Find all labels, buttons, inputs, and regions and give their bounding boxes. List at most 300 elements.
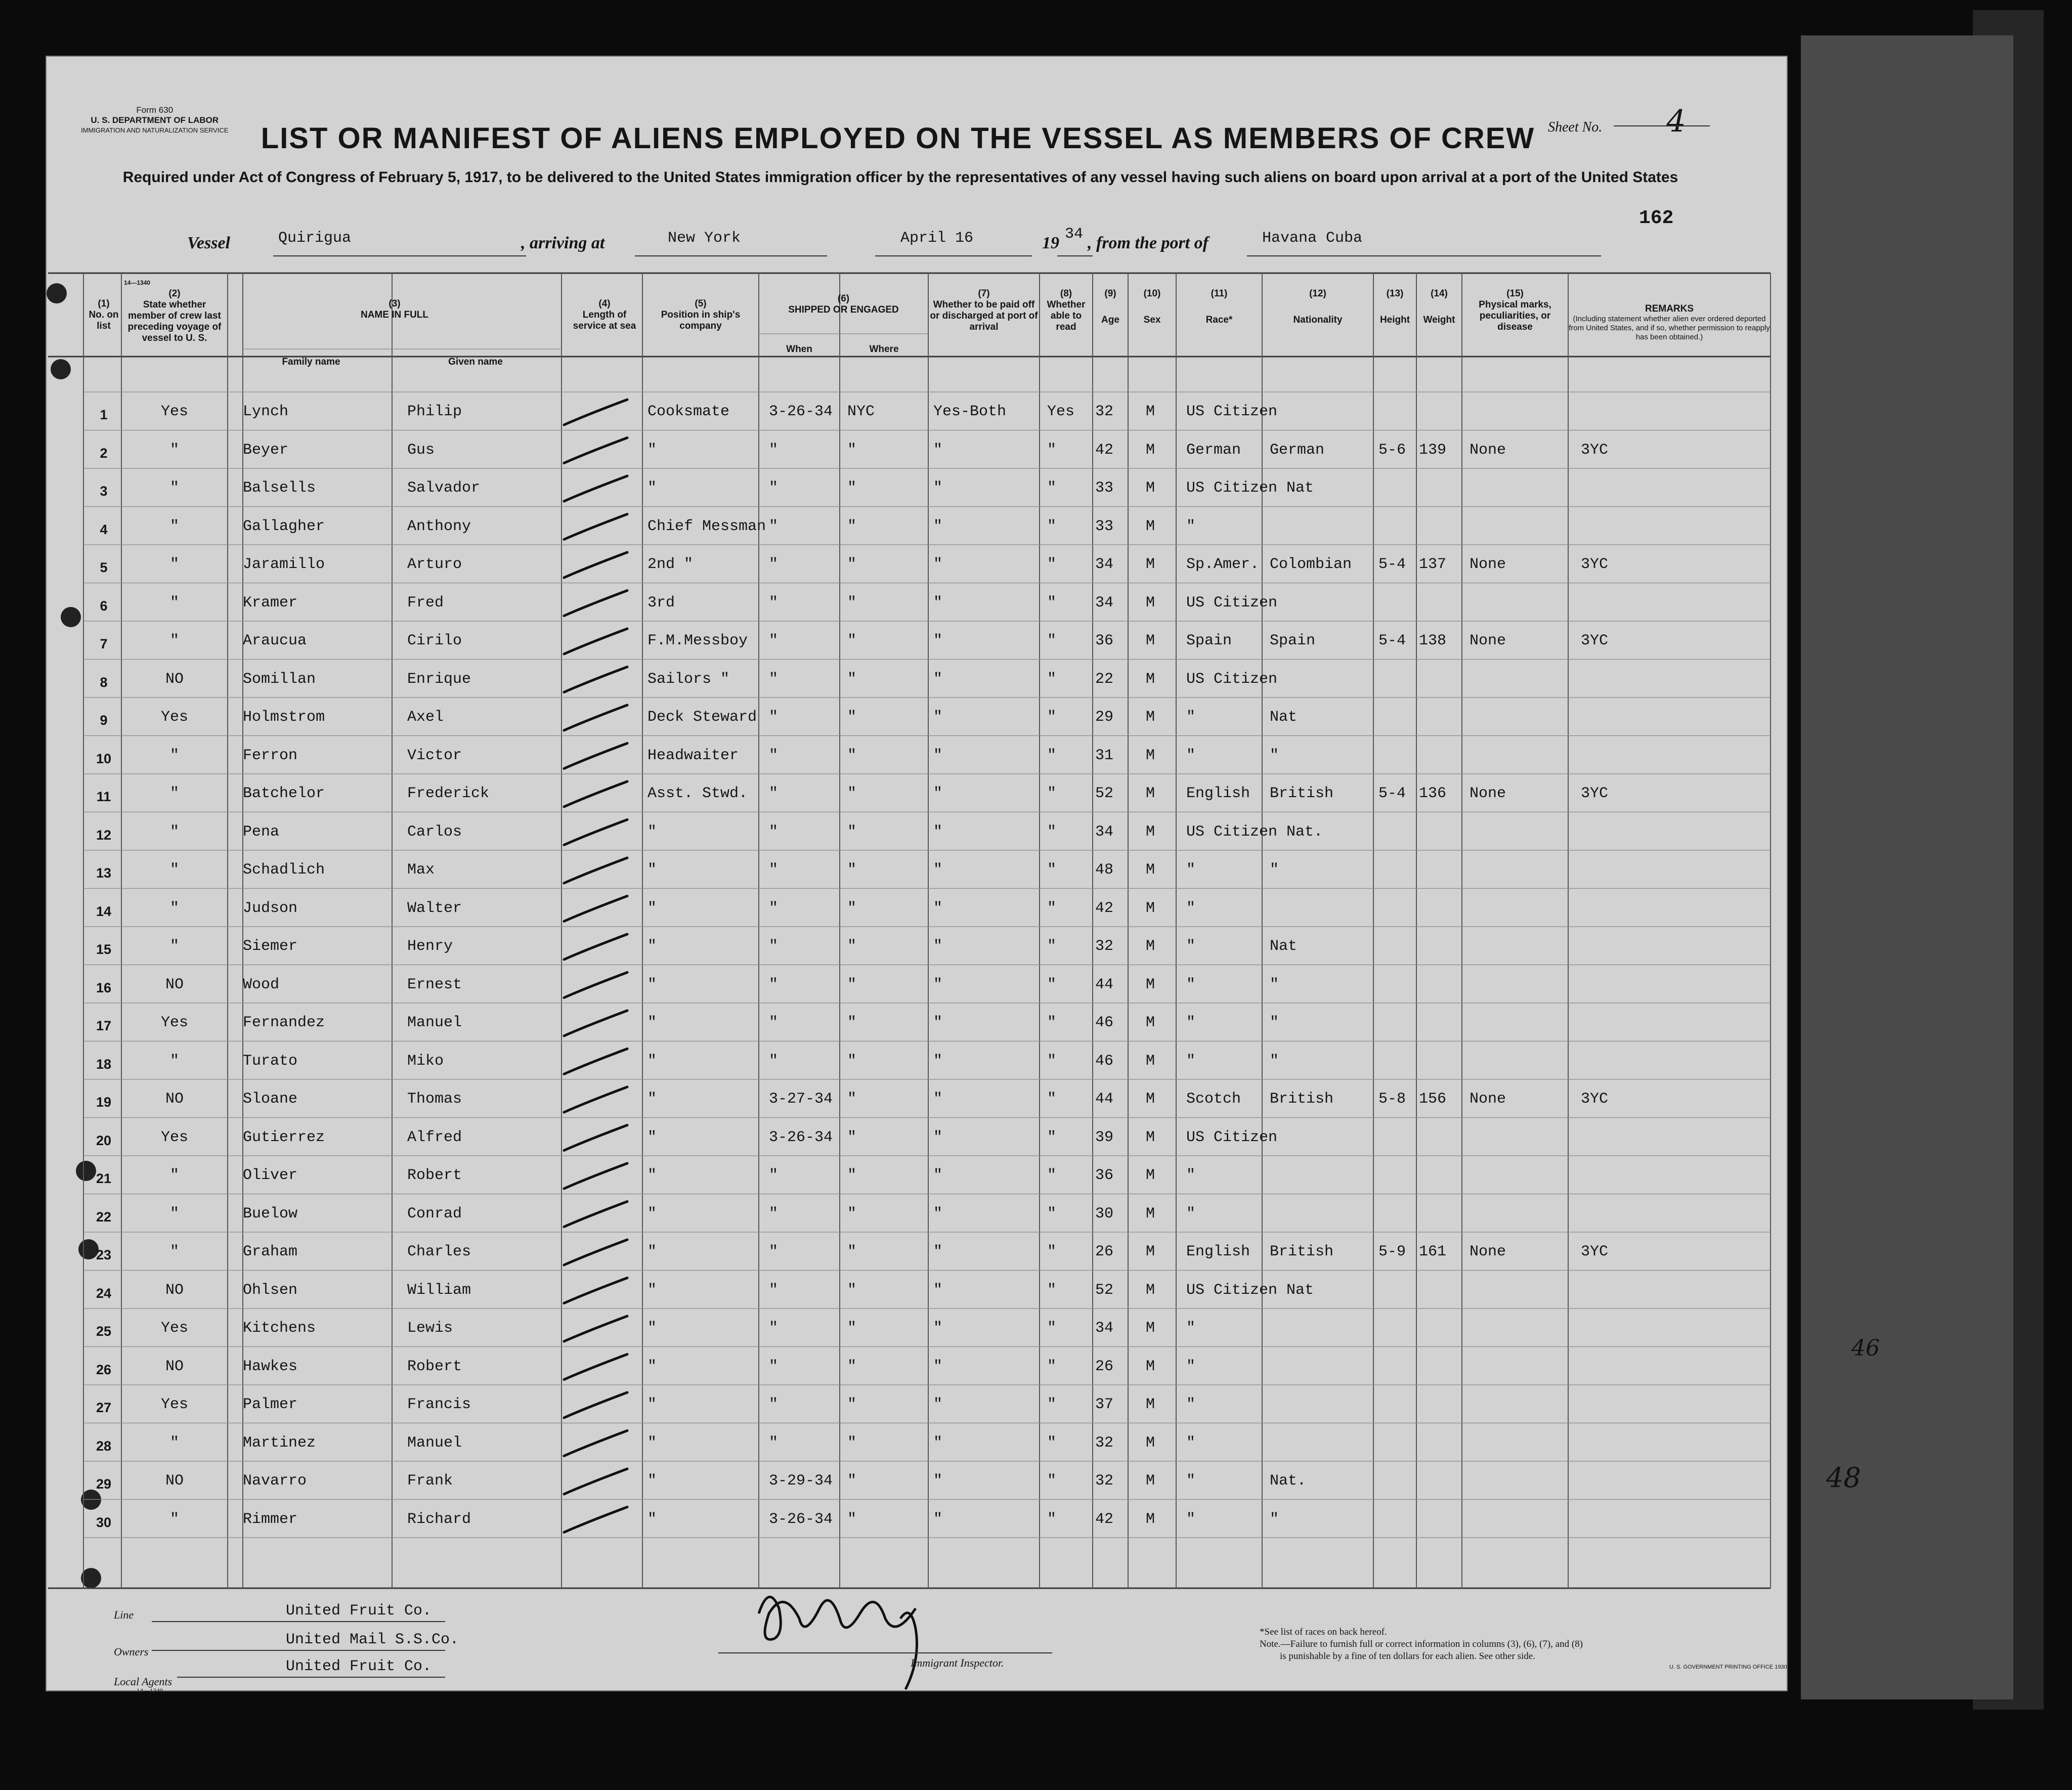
cell-family: Fernandez bbox=[243, 1014, 325, 1031]
cell-position: " bbox=[648, 861, 657, 879]
service-tick-mark bbox=[564, 820, 627, 845]
cell-where: " bbox=[847, 1510, 857, 1528]
cell-nat: Colombian bbox=[1270, 556, 1352, 573]
cell-when: " bbox=[769, 1014, 779, 1031]
cell-given: Henry bbox=[407, 938, 453, 955]
cell-family: Lynch bbox=[243, 403, 289, 420]
cell-sex: M bbox=[1146, 823, 1155, 841]
row-number: 25 bbox=[96, 1324, 112, 1339]
cell-read: " bbox=[1047, 1358, 1057, 1375]
inspector-label: Immigrant Inspector. bbox=[911, 1656, 1004, 1669]
cell-age: 26 bbox=[1095, 1358, 1114, 1375]
margin-note: 48 bbox=[1826, 1462, 1861, 1494]
cell-position: " bbox=[648, 823, 657, 841]
cell-when: " bbox=[769, 709, 779, 726]
service-tick-mark bbox=[564, 744, 627, 769]
cell-age: 34 bbox=[1095, 594, 1114, 612]
cell-where: NYC bbox=[847, 403, 875, 420]
line-value: United Fruit Co. bbox=[286, 1602, 432, 1620]
cell-remarks: 3YC bbox=[1581, 1243, 1609, 1260]
row-number: 29 bbox=[96, 1476, 112, 1492]
cell-when: " bbox=[769, 899, 779, 917]
cell-where: " bbox=[847, 1090, 857, 1108]
col-header-paid-off: (7) Whether to be paid off or discharged at port of arrival bbox=[930, 288, 1038, 332]
cell-race: " bbox=[1186, 1434, 1196, 1452]
cell-given: Philip bbox=[407, 403, 462, 420]
cell-when: " bbox=[769, 479, 779, 497]
cell-given: Fred bbox=[407, 594, 444, 612]
service-tick-mark bbox=[564, 1202, 627, 1227]
cell-nat: Spain bbox=[1270, 632, 1316, 649]
cell-remarks: 3YC bbox=[1581, 556, 1609, 573]
vessel-name: Quirigua bbox=[278, 230, 352, 247]
row-number: 12 bbox=[96, 827, 112, 843]
cell-sex: M bbox=[1146, 938, 1155, 955]
col-header-sex: (10) Sex bbox=[1143, 288, 1161, 325]
cell-sex: M bbox=[1146, 1320, 1155, 1337]
cell-given: Robert bbox=[407, 1358, 462, 1375]
line-label: Line bbox=[114, 1608, 134, 1621]
service-tick-mark bbox=[564, 1316, 627, 1341]
cell-marks: None bbox=[1470, 632, 1506, 649]
row-number: 21 bbox=[96, 1171, 112, 1186]
cell-when: " bbox=[769, 1320, 779, 1337]
cell-position: 2nd " bbox=[648, 556, 694, 573]
cell-where: " bbox=[847, 1243, 857, 1260]
cell-where: " bbox=[847, 785, 857, 802]
cell-given: Thomas bbox=[407, 1090, 462, 1108]
cell-age: 52 bbox=[1095, 1281, 1114, 1299]
cell-when: " bbox=[769, 1396, 779, 1413]
cell-paid: " bbox=[933, 556, 943, 573]
cell-prev: " bbox=[169, 785, 179, 802]
cell-nat: " bbox=[1270, 1052, 1279, 1070]
cell-paid: " bbox=[933, 1052, 943, 1070]
arrival-port: New York bbox=[668, 230, 741, 247]
cell-race: " bbox=[1186, 709, 1196, 726]
cell-when: " bbox=[769, 1434, 779, 1452]
row-number: 30 bbox=[96, 1514, 112, 1530]
cell-family: Gallagher bbox=[243, 517, 325, 535]
cell-given: Carlos bbox=[407, 823, 462, 841]
cell-read: Yes bbox=[1047, 403, 1075, 420]
cell-age: 32 bbox=[1095, 1434, 1114, 1452]
cell-read: " bbox=[1047, 823, 1057, 841]
service-tick-mark bbox=[564, 1087, 627, 1112]
cell-sex: M bbox=[1146, 403, 1155, 420]
cell-position: " bbox=[648, 479, 657, 497]
cell-height: 5-6 bbox=[1378, 441, 1406, 459]
cell-sex: M bbox=[1146, 1090, 1155, 1108]
cell-family: Pena bbox=[243, 823, 280, 841]
cell-race: Sp.Amer. bbox=[1186, 556, 1260, 573]
cell-race: " bbox=[1186, 1014, 1196, 1031]
row-number: 8 bbox=[100, 674, 108, 690]
cell-family: Graham bbox=[243, 1243, 298, 1260]
cell-position: " bbox=[648, 1052, 657, 1070]
cell-paid: " bbox=[933, 1358, 943, 1375]
row-number: 23 bbox=[96, 1247, 112, 1262]
cell-prev: " bbox=[169, 1167, 179, 1184]
cell-read: " bbox=[1047, 556, 1057, 573]
cell-given: Frank bbox=[407, 1472, 453, 1490]
cell-when: " bbox=[769, 556, 779, 573]
cell-race: US Citizen bbox=[1186, 1128, 1278, 1146]
document-subtitle: Required under Act of Congress of February 5, 1917, to be delivered to the United States immigration officer by the representatives of any vessel having such aliens on board upon arrival at a port of the United States bbox=[122, 169, 1678, 186]
cell-given: Miko bbox=[407, 1052, 444, 1070]
cell-family: Kramer bbox=[243, 594, 298, 612]
page-number: 162 bbox=[1639, 207, 1674, 229]
cell-position: Asst. Stwd. bbox=[648, 785, 748, 802]
cell-sex: M bbox=[1146, 1128, 1155, 1146]
cell-family: Ferron bbox=[243, 747, 298, 764]
service-tick-mark bbox=[564, 1355, 627, 1380]
cell-position: " bbox=[648, 1014, 657, 1031]
cell-paid: " bbox=[933, 517, 943, 535]
cell-paid: " bbox=[933, 709, 943, 726]
col-header-age: (9) Age bbox=[1101, 288, 1119, 325]
cell-position: " bbox=[648, 441, 657, 459]
cell-read: " bbox=[1047, 517, 1057, 535]
cell-where: " bbox=[847, 1052, 857, 1070]
cell-prev: " bbox=[169, 823, 179, 841]
cell-where: " bbox=[847, 1167, 857, 1184]
cell-prev: Yes bbox=[160, 1396, 188, 1413]
cell-given: Arturo bbox=[407, 556, 462, 573]
cell-paid: " bbox=[933, 1396, 943, 1413]
cell-paid: " bbox=[933, 785, 943, 802]
cell-age: 22 bbox=[1095, 670, 1114, 688]
cell-where: " bbox=[847, 594, 857, 612]
cell-when: 3-26-34 bbox=[769, 1128, 833, 1146]
col-header-shipped: (6) SHIPPED OR ENGAGED bbox=[788, 293, 899, 315]
cell-position: " bbox=[648, 1358, 657, 1375]
service-tick-mark bbox=[564, 400, 627, 425]
cell-given: Anthony bbox=[407, 517, 471, 535]
service-tick-mark bbox=[564, 896, 627, 922]
service-tick-mark bbox=[564, 552, 627, 578]
cell-position: " bbox=[648, 1396, 657, 1413]
cell-paid: " bbox=[933, 899, 943, 917]
cell-read: " bbox=[1047, 1281, 1057, 1299]
document-title: LIST OR MANIFEST OF ALIENS EMPLOYED ON THE VESSEL AS MEMBERS OF CREW bbox=[261, 122, 1535, 155]
cell-given: Charles bbox=[407, 1243, 471, 1260]
service-tick-mark bbox=[564, 1469, 627, 1494]
cell-nat: British bbox=[1270, 1243, 1334, 1260]
cell-when: " bbox=[769, 1205, 779, 1223]
cell-when: " bbox=[769, 670, 779, 688]
cell-read: " bbox=[1047, 709, 1057, 726]
cell-where: " bbox=[847, 1205, 857, 1223]
cell-age: 29 bbox=[1095, 709, 1114, 726]
row-number: 19 bbox=[96, 1095, 112, 1110]
cell-paid: " bbox=[933, 861, 943, 879]
cell-sex: M bbox=[1146, 1014, 1155, 1031]
cell-family: Kitchens bbox=[243, 1320, 316, 1337]
cell-family: Ohlsen bbox=[243, 1281, 298, 1299]
cell-when: " bbox=[769, 632, 779, 649]
cell-when: " bbox=[769, 1358, 779, 1375]
col-header-name: (3) NAME IN FULL bbox=[360, 298, 429, 320]
cell-family: Navarro bbox=[243, 1472, 307, 1490]
row-number: 3 bbox=[100, 484, 108, 499]
cell-sex: M bbox=[1146, 1281, 1155, 1299]
cell-age: 33 bbox=[1095, 517, 1114, 535]
footer-notes: *See list of races on back hereof. Note.—Failure to furnish full or correct information in columns (3), (6), (7), and (8) is punishable by a fine of ten dollars for each alien. See other side. bbox=[1260, 1627, 1583, 1662]
printer-imprint: U. S. GOVERNMENT PRINTING OFFICE 1930 bbox=[1669, 1664, 1787, 1670]
cell-remarks: 3YC bbox=[1581, 1090, 1609, 1108]
service-tick-mark bbox=[564, 1163, 627, 1189]
cell-where: " bbox=[847, 938, 857, 955]
col-header-position: (5) Position in ship's company bbox=[661, 298, 741, 331]
cell-given: Gus bbox=[407, 441, 435, 459]
cell-given: Alfred bbox=[407, 1128, 462, 1146]
cell-sex: M bbox=[1146, 1434, 1155, 1452]
cell-sex: M bbox=[1146, 899, 1155, 917]
line-underline bbox=[152, 1621, 445, 1622]
cell-weight: 156 bbox=[1419, 1090, 1447, 1108]
service-tick-mark bbox=[564, 629, 627, 654]
cell-prev: " bbox=[169, 479, 179, 497]
cell-family: Somillan bbox=[243, 670, 316, 688]
cell-sex: M bbox=[1146, 556, 1155, 573]
cell-nat: Nat bbox=[1270, 709, 1298, 726]
service-tick-mark bbox=[564, 1240, 627, 1265]
cell-when: 3-26-34 bbox=[769, 403, 833, 420]
cell-when: 3-26-34 bbox=[769, 1510, 833, 1528]
col-header-when: When bbox=[786, 344, 812, 355]
cell-prev: NO bbox=[165, 976, 184, 993]
cell-age: 32 bbox=[1095, 938, 1114, 955]
cell-family: Siemer bbox=[243, 938, 298, 955]
cell-paid: " bbox=[933, 1281, 943, 1299]
cell-family: Balsells bbox=[243, 479, 316, 497]
cell-age: 46 bbox=[1095, 1014, 1114, 1031]
cell-read: " bbox=[1047, 785, 1057, 802]
cell-where: " bbox=[847, 1320, 857, 1337]
cell-prev: NO bbox=[165, 1281, 184, 1299]
cell-paid: " bbox=[933, 670, 943, 688]
cell-when: " bbox=[769, 1281, 779, 1299]
cell-family: Palmer bbox=[243, 1396, 298, 1413]
cell-paid: " bbox=[933, 1167, 943, 1184]
cell-position: " bbox=[648, 1510, 657, 1528]
cell-read: " bbox=[1047, 899, 1057, 917]
cell-position: " bbox=[648, 899, 657, 917]
cell-where: " bbox=[847, 441, 857, 459]
cell-race: " bbox=[1186, 938, 1196, 955]
cell-where: " bbox=[847, 709, 857, 726]
cell-height: 5-4 bbox=[1378, 556, 1406, 573]
cell-sex: M bbox=[1146, 747, 1155, 764]
cell-sex: M bbox=[1146, 670, 1155, 688]
cell-nat: " bbox=[1270, 747, 1279, 764]
service-tick-mark bbox=[564, 514, 627, 540]
cell-given: Francis bbox=[407, 1396, 471, 1413]
cell-position: " bbox=[648, 1167, 657, 1184]
cell-position: Cooksmate bbox=[648, 403, 730, 420]
cell-sex: M bbox=[1146, 709, 1155, 726]
cell-family: Buelow bbox=[243, 1205, 298, 1223]
cell-position: " bbox=[648, 1434, 657, 1452]
cell-given: Manuel bbox=[407, 1434, 462, 1452]
cell-age: 32 bbox=[1095, 403, 1114, 420]
cell-when: " bbox=[769, 861, 779, 879]
cell-paid: " bbox=[933, 1014, 943, 1031]
cell-when: 3-27-34 bbox=[769, 1090, 833, 1108]
cell-when: " bbox=[769, 823, 779, 841]
col-header-family: Family name bbox=[282, 357, 340, 367]
col-header-read: (8) Whether able to read bbox=[1047, 288, 1086, 332]
cell-given: William bbox=[407, 1281, 471, 1299]
cell-family: Wood bbox=[243, 976, 280, 993]
col-header-nationality: (12) Nationality bbox=[1293, 288, 1343, 325]
cell-read: " bbox=[1047, 632, 1057, 649]
cell-read: " bbox=[1047, 1128, 1057, 1146]
cell-weight: 136 bbox=[1419, 785, 1447, 802]
cell-read: " bbox=[1047, 594, 1057, 612]
cell-paid: " bbox=[933, 1320, 943, 1337]
cell-race: US Citizen bbox=[1186, 594, 1278, 612]
cell-where: " bbox=[847, 517, 857, 535]
cell-where: " bbox=[847, 1358, 857, 1375]
cell-age: 26 bbox=[1095, 1243, 1114, 1260]
row-number: 6 bbox=[100, 598, 108, 614]
service-tick-mark bbox=[564, 934, 627, 959]
service-tick-mark bbox=[564, 1507, 627, 1533]
row-number: 5 bbox=[100, 560, 108, 575]
cell-position: " bbox=[648, 1205, 657, 1223]
cell-race: " bbox=[1186, 1205, 1196, 1223]
margin-note: 46 bbox=[1851, 1335, 1880, 1361]
cell-age: 42 bbox=[1095, 899, 1114, 917]
cell-when: " bbox=[769, 517, 779, 535]
col-header-weight: (14) Weight bbox=[1423, 288, 1455, 325]
row-number: 10 bbox=[96, 751, 112, 766]
col-header-remarks: REMARKS (Including statement whether alien ever ordered deported from United States, and if so, whether permission to reapply has been obtained.) bbox=[1569, 303, 1770, 341]
service-tick-mark bbox=[564, 438, 627, 463]
cell-prev: " bbox=[169, 747, 179, 764]
cell-age: 44 bbox=[1095, 1090, 1114, 1108]
cell-position: Chief Messman bbox=[648, 517, 766, 535]
cell-nat: Nat bbox=[1270, 938, 1298, 955]
cell-prev: " bbox=[169, 1243, 179, 1260]
cell-read: " bbox=[1047, 1167, 1057, 1184]
cell-height: 5-8 bbox=[1378, 1090, 1406, 1108]
cell-prev: NO bbox=[165, 1090, 184, 1108]
cell-race: " bbox=[1186, 976, 1196, 993]
cell-race: " bbox=[1186, 747, 1196, 764]
cell-paid: " bbox=[933, 1434, 943, 1452]
cell-age: 44 bbox=[1095, 976, 1114, 993]
cell-age: 34 bbox=[1095, 823, 1114, 841]
col-header-race: (11) Race* bbox=[1205, 288, 1233, 325]
cell-where: " bbox=[847, 632, 857, 649]
cell-position: " bbox=[648, 938, 657, 955]
service-tick-mark bbox=[564, 1278, 627, 1303]
arrival-year: 34 bbox=[1065, 226, 1084, 243]
cell-age: 46 bbox=[1095, 1052, 1114, 1070]
cell-given: Cirilo bbox=[407, 632, 462, 649]
cell-where: " bbox=[847, 1472, 857, 1490]
cell-read: " bbox=[1047, 1205, 1057, 1223]
cell-nat: Nat. bbox=[1270, 1472, 1307, 1490]
cell-paid: " bbox=[933, 632, 943, 649]
cell-where: " bbox=[847, 861, 857, 879]
cell-where: " bbox=[847, 1396, 857, 1413]
col-header-marks: (15) Physical marks, peculiarities, or disease bbox=[1479, 288, 1551, 332]
service-tick-mark bbox=[564, 1049, 627, 1074]
owners-underline bbox=[152, 1650, 445, 1651]
cell-sex: M bbox=[1146, 1243, 1155, 1260]
cell-prev: " bbox=[169, 938, 179, 955]
row-number: 13 bbox=[96, 865, 112, 881]
cell-prev: NO bbox=[165, 670, 184, 688]
cell-read: " bbox=[1047, 441, 1057, 459]
row-number: 26 bbox=[96, 1362, 112, 1377]
cell-paid: " bbox=[933, 479, 943, 497]
cell-race: Scotch bbox=[1186, 1090, 1241, 1108]
cell-family: Turato bbox=[243, 1052, 298, 1070]
cell-family: Martinez bbox=[243, 1434, 316, 1452]
cell-marks: None bbox=[1470, 785, 1506, 802]
cell-nat: " bbox=[1270, 976, 1279, 993]
cell-read: " bbox=[1047, 1014, 1057, 1031]
cell-where: " bbox=[847, 823, 857, 841]
sheet-number: Sheet No. 4 bbox=[1548, 104, 1686, 139]
cell-given: Enrique bbox=[407, 670, 471, 688]
cell-race: German bbox=[1186, 441, 1241, 459]
cell-prev: " bbox=[169, 1052, 179, 1070]
cell-height: 5-4 bbox=[1378, 785, 1406, 802]
cell-where: " bbox=[847, 479, 857, 497]
vessel-line: Vessel Quirigua , arriving at New York April 16 19 34 , from the port of Havana Cuba bbox=[187, 226, 1363, 252]
cell-height: 5-4 bbox=[1378, 632, 1406, 649]
cell-position: Headwaiter bbox=[648, 747, 739, 764]
cell-prev: " bbox=[169, 1205, 179, 1223]
cell-age: 37 bbox=[1095, 1396, 1114, 1413]
arrival-date: April 16 bbox=[900, 230, 974, 247]
row-number: 2 bbox=[100, 445, 108, 461]
cell-sex: M bbox=[1146, 976, 1155, 993]
col-header-no: (1) No. on list bbox=[89, 298, 119, 331]
service-tick-mark bbox=[564, 1125, 627, 1151]
cell-read: " bbox=[1047, 1434, 1057, 1452]
cell-position: " bbox=[648, 1281, 657, 1299]
cell-sex: M bbox=[1146, 1396, 1155, 1413]
cell-family: Jaramillo bbox=[243, 556, 325, 573]
cell-family: Beyer bbox=[243, 441, 289, 459]
cell-race: " bbox=[1186, 1320, 1196, 1337]
cell-weight: 161 bbox=[1419, 1243, 1447, 1260]
cell-marks: None bbox=[1470, 441, 1506, 459]
cell-prev: " bbox=[169, 1510, 179, 1528]
row-number: 9 bbox=[100, 713, 108, 728]
cell-race: " bbox=[1186, 517, 1196, 535]
cell-position: " bbox=[648, 1243, 657, 1260]
cell-when: " bbox=[769, 1243, 779, 1260]
cell-where: " bbox=[847, 899, 857, 917]
cell-family: Holmstrom bbox=[243, 709, 325, 726]
cell-position: F.M.Messboy bbox=[648, 632, 748, 649]
cell-where: " bbox=[847, 1014, 857, 1031]
cell-age: 30 bbox=[1095, 1205, 1114, 1223]
cell-remarks: 3YC bbox=[1581, 632, 1609, 649]
service-tick-mark bbox=[564, 705, 627, 730]
cell-sex: M bbox=[1146, 785, 1155, 802]
cell-race: " bbox=[1186, 1472, 1196, 1490]
cell-given: Frederick bbox=[407, 785, 490, 802]
